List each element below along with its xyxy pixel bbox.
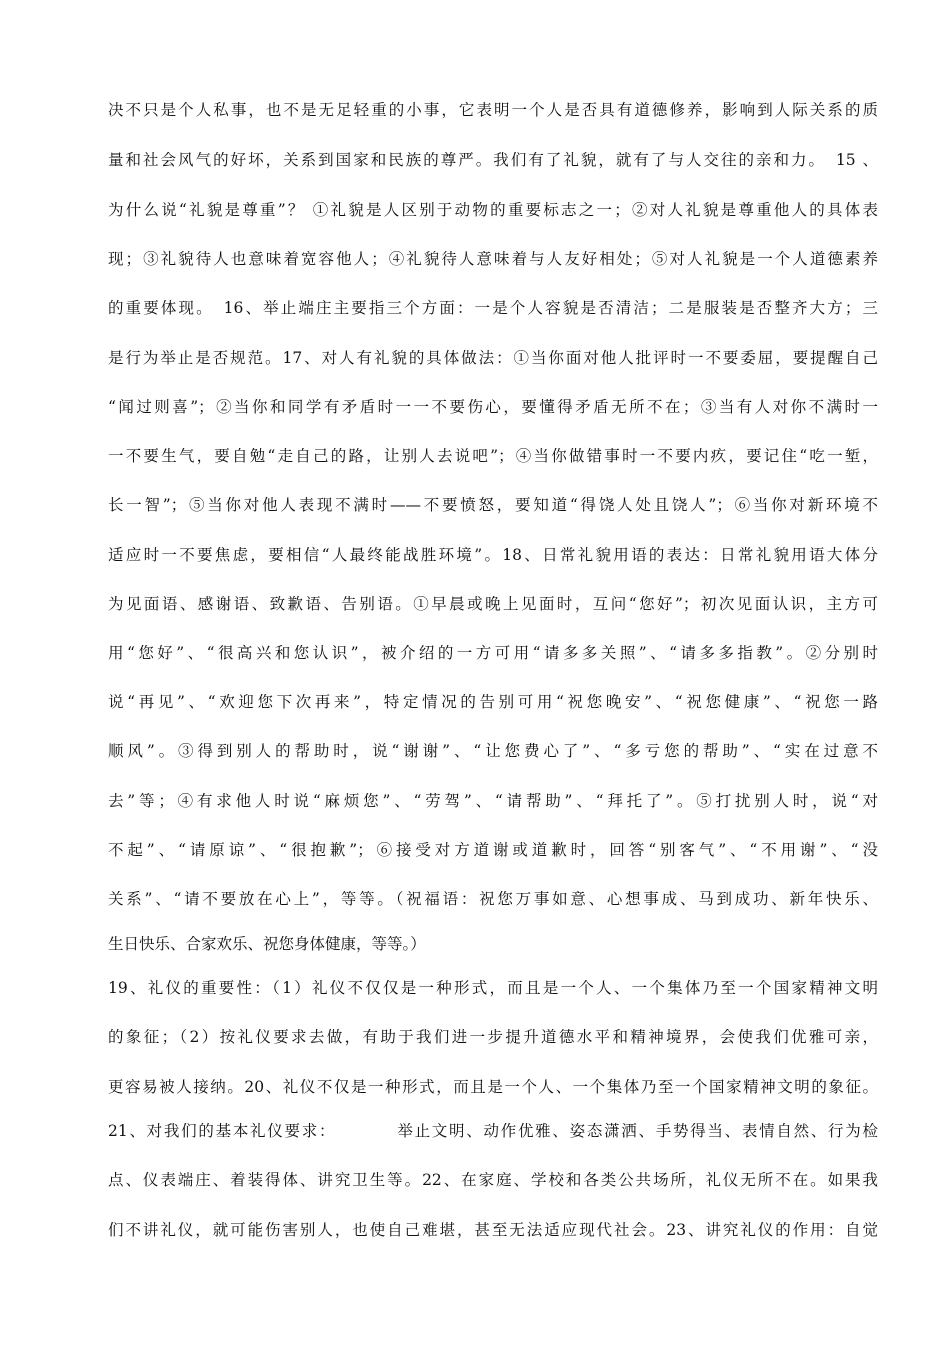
- text-line: 说“再见”、“欢迎您下次再来”，特定情况的告别可用“祝您晚安”、“祝您健康”、“祝您一路: [108, 693, 878, 711]
- text-line: 长一智”；⑤当你对他人表现不满时——不要愤怒，要知道“得饶人处且饶人”；⑥当你对新环境不: [108, 496, 878, 514]
- text-line: 更容易被人接纳。20、礼仪不仅是一种形式，而且是一个人、一个集体乃至一个国家精神文明的象征。: [108, 1078, 878, 1096]
- text-line: 21、对我们的基本礼仪要求： 举止文明、动作优雅、姿态潇洒、手势得当、表情自然、行为检: [108, 1122, 878, 1140]
- text-line: 量和社会风气的好坏，关系到国家和民族的尊严。我们有了礼貌，就有了与人交往的亲和力。 15 、: [108, 151, 878, 169]
- text-line: “闻过则喜”；②当你和同学有矛盾时一一不要伤心，要懂得矛盾无所不在；③当有人对你不满时一: [108, 398, 878, 416]
- text-line: 去”等；④有求他人时说“麻烦您”、“劳驾”、“请帮助”、“拜托了”。⑤打扰别人时，说“对: [108, 792, 878, 810]
- text-line: 一不要生气，要自勉“走自己的路，让别人去说吧”；④当你做错事时一不要内疚，要记住“吃一堑，: [108, 447, 878, 465]
- text-line: 用“您好”、“很高兴和您认识”，被介绍的一方可用“请多多关照”、“请多多指教”。②分别时: [108, 644, 878, 662]
- text-line: 不起”、“请原谅”、“很抱歉”；⑥接受对方道谢或道歉时，回答“别客气”、“不用谢”、“没: [108, 841, 878, 859]
- text-line: 是行为举止是否规范。17、对人有礼貌的具体做法：①当你面对他人批评时一不要委屈，要提醒自己: [108, 349, 878, 367]
- text-line: 的重要体现。 16、举止端庄主要指三个方面：一是个人容貌是否清洁；二是服装是否整齐大方；三: [108, 299, 878, 317]
- text-line: 19、礼仪的重要性：（1）礼仪不仅仅是一种形式，而且是一个人、一个集体乃至一个国家精神文明: [108, 979, 878, 997]
- text-line: 现；③礼貌待人也意味着宽容他人；④礼貌待人意味着与人友好相处；⑤对人礼貌是一个人道德素养: [108, 250, 878, 268]
- text-line: 的象征；（2）按礼仪要求去做，有助于我们进一步提升道德水平和精神境界，会使我们优雅可亲，: [108, 1028, 878, 1046]
- text-line: 们不讲礼仪，就可能伤害别人，也使自己难堪，甚至无法适应现代社会。23、讲究礼仪的作用：自觉: [108, 1221, 878, 1239]
- text-line: 决不只是个人私事，也不是无足轻重的小事，它表明一个人是否具有道德修养，影响到人际关系的质: [108, 101, 878, 119]
- text-line: 生日快乐、合家欢乐、祝您身体健康，等等。）: [108, 935, 426, 953]
- text-line: 点、仪表端庄、着装得体、讲究卫生等。22、在家庭、学校和各类公共场所，礼仪无所不在。如果我: [108, 1171, 878, 1189]
- text-line: 为见面语、感谢语、致歉语、告别语。①早晨或晚上见面时，互问“您好”；初次见面认识，主方可: [108, 595, 878, 613]
- text-line: 关系”、“请不要放在心上”，等等。（祝福语：祝您万事如意、心想事成、马到成功、新年快乐、: [108, 890, 878, 908]
- text-line: 适应时一不要焦虑，要相信“人最终能战胜环境”。18、日常礼貌用语的表达：日常礼貌用语大体分: [108, 546, 878, 564]
- text-line: 顺风”。③得到别人的帮助时，说“谢谢”、“让您费心了”、“多亏您的帮助”、“实在过意不: [108, 742, 878, 760]
- text-line: 为什么说“礼貌是尊重”？ ①礼貌是人区别于动物的重要标志之一；②对人礼貌是尊重他人的具体表: [108, 201, 878, 219]
